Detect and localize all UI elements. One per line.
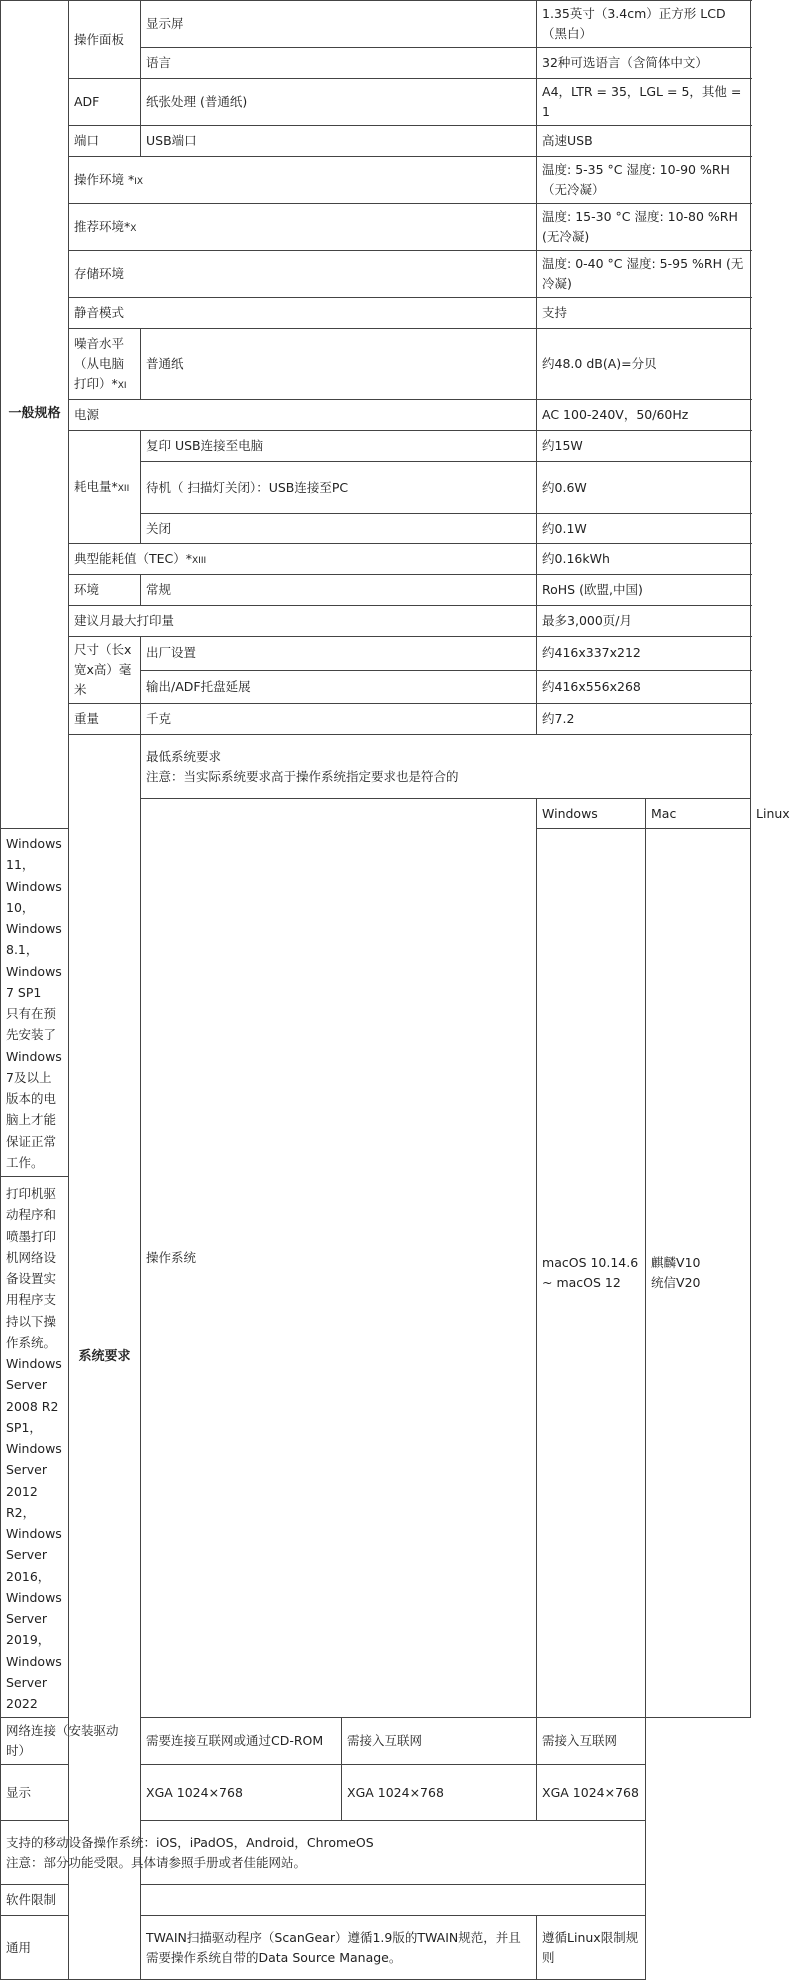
environment-label: 环境 bbox=[69, 575, 141, 606]
software-limit: 软件限制 bbox=[1, 1885, 646, 1916]
tray-value: 约416x556x268 bbox=[537, 670, 751, 704]
consumption-label: 耗电量*XII bbox=[69, 431, 141, 544]
standby-label: 待机（ 扫描灯关闭）：USB连接至PC bbox=[141, 462, 537, 514]
environment-sub: 常规 bbox=[141, 575, 537, 606]
op-env-value: 温度: 5-35 °C 湿度: 10-90 %RH（无冷凝） bbox=[537, 157, 751, 204]
factory-label: 出厂设置 bbox=[141, 637, 537, 671]
noise-sub: 普通纸 bbox=[141, 329, 537, 400]
col-windows: Windows bbox=[537, 799, 646, 829]
power-value: AC 100-240V，50/60Hz bbox=[537, 400, 751, 431]
general-label: 通用 bbox=[1, 1916, 141, 1980]
op-env-label: 操作环境 *IX bbox=[69, 157, 537, 204]
noise-label: 噪音水平（从电脑打印）*XI bbox=[69, 329, 141, 400]
min-requirements: 最低系统要求 注意：当实际系统要求高于操作系统指定要求也是符合的 bbox=[141, 735, 751, 799]
os-linux: 麒麟V10 统信V20 bbox=[646, 829, 751, 1718]
factory-value: 约416x337x212 bbox=[537, 637, 751, 671]
network-label: 网络连接（安装驱动时） bbox=[1, 1718, 141, 1765]
monthly-volume-label: 建议月最大打印量 bbox=[69, 606, 537, 637]
os-label: 操作系统 bbox=[141, 799, 537, 1718]
os-windows-clients: Windows 11，Windows 10，Windows 8.1，Windows 7 SP1 只有在预先安装了Windows 7及以上版本的电脑上才能保证正常工作。 bbox=[1, 829, 69, 1177]
network-windows: 需要连接互联网或通过CD-ROM bbox=[141, 1718, 342, 1765]
rec-env-label: 推荐环境*X bbox=[69, 204, 537, 251]
quiet-mode-label: 静音模式 bbox=[69, 298, 537, 329]
rec-env-value: 温度: 15-30 °C 湿度: 10-80 %RH (无冷凝) bbox=[537, 204, 751, 251]
panel-label: 操作面板 bbox=[69, 1, 141, 79]
weight-value: 约7.2 bbox=[537, 704, 751, 735]
display-label: 显示屏 bbox=[141, 1, 537, 48]
general-linux: 遵循Linux限制规则 bbox=[537, 1916, 646, 1980]
spec-table: 一般规格 操作面板 显示屏 1.35英寸（3.4cm）正方形 LCD（黑白） 语言 32种可选语言（含简体中文） ADF 纸张处理 (普通纸) A4，LTR = 35，LGL = 5，其他 = 1 端口 USB端口 高速USB 操作环境 *IX 温度: 5-35 °C 湿度: 10-90 %RH（无冷凝） 推荐环境*X 温度: 15-30 °C 湿度: 10-80 %RH (无冷凝) 存储环境 温度: 0-40 °C 湿度: 5-95 %RH (无冷凝) 静音模式 支持 噪音水平（从电脑打印）*XI 普通纸 约48.0 dB(A)=分贝 电源 AC 100-240V，50/60Hz 耗电量*XII 复印 USB连接至电脑 约15W 待机（ 扫描灯关闭）：USB连接至PC 约0.6W 关闭 约0.1W 典型能耗值（TEC）*XIII 约0.16kWh 环境 常规 RoHS (欧盟,中国) 建议月最大打印量 最多3,000页/月 尺寸（长x宽x高）毫米 出厂设置 约416x337x212 输出/ADF托盘延展 约416x556x268 重量 千克 约7.2 系统要求 最低系统要求 注意：当实际系统要求高于操作系统指定要求也是符合的 操作系统 Windows Mac Linux Windows 11，Windows 10，Windows 8.1，Windows 7 SP1 只有在预先安装了Windows 7及以上版本的电脑上才能保证正常工作。 macOS 10.14.6 ~ macOS 12 麒麟V10 统信V20 打印机驱动程序和喷墨打印机网络设备设置实用程序支持以下操作系统。 Windows Server 2008 R2 SP1，Windows Server 2012 R2，Windows Server 2016，Windows Server 2019，Windows Server 2022 网络连接（安装驱动时） 需要连接互联网或通过CD-ROM 需接入互联网 需接入互联网 显示 XGA 1024×768 XGA 1024×768 XGA 1024×768 支持的移动设备操作系统：iOS，iPadOS，Android，ChromeOS 注意：部分功能受限。具体请参照手册或者佳能网站。 软件限制 通用 TWAIN扫描驱动程序（ScanGear）遵循1.9版的TWAIN规范，并且需要操作系统自带的Data Source Manage。 遵循Linux限制规则 bbox=[0, 0, 751, 1980]
category-general: 一般规格 bbox=[1, 1, 69, 829]
tec-value: 约0.16kWh bbox=[537, 544, 751, 575]
off-value: 约0.1W bbox=[537, 514, 751, 544]
tec-label: 典型能耗值（TEC）*XIII bbox=[69, 544, 537, 575]
port-label: 端口 bbox=[69, 126, 141, 157]
network-linux: 需接入互联网 bbox=[537, 1718, 646, 1765]
mobile-os: 支持的移动设备操作系统：iOS，iPadOS，Android，ChromeOS 注意：部分功能受限。具体请参照手册或者佳能网站。 bbox=[1, 1821, 646, 1885]
port-sub: USB端口 bbox=[141, 126, 537, 157]
storage-env-label: 存储环境 bbox=[69, 251, 537, 298]
general-windows: TWAIN扫描驱动程序（ScanGear）遵循1.9版的TWAIN规范，并且需要操作系统自带的Data Source Manage。 bbox=[141, 1916, 537, 1980]
adf-value: A4，LTR = 35，LGL = 5，其他 = 1 bbox=[537, 79, 751, 126]
display-value: 1.35英寸（3.4cm）正方形 LCD（黑白） bbox=[537, 1, 751, 48]
power-label: 电源 bbox=[69, 400, 537, 431]
adf-sub: 纸张处理 (普通纸) bbox=[141, 79, 537, 126]
tray-label: 输出/ADF托盘延展 bbox=[141, 670, 537, 704]
port-value: 高速USB bbox=[537, 126, 751, 157]
copy-value: 约15W bbox=[537, 431, 751, 462]
quiet-mode-value: 支持 bbox=[537, 298, 751, 329]
monthly-volume-value: 最多3,000页/月 bbox=[537, 606, 751, 637]
off-label: 关闭 bbox=[141, 514, 537, 544]
display-req-label: 显示 bbox=[1, 1765, 141, 1821]
display-mac: XGA 1024×768 bbox=[342, 1765, 537, 1821]
os-mac: macOS 10.14.6 ~ macOS 12 bbox=[537, 829, 646, 1718]
language-value: 32种可选语言（含简体中文） bbox=[537, 48, 751, 79]
weight-sub: 千克 bbox=[141, 704, 537, 735]
display-windows: XGA 1024×768 bbox=[141, 1765, 342, 1821]
environment-value: RoHS (欧盟,中国) bbox=[537, 575, 751, 606]
display-linux: XGA 1024×768 bbox=[537, 1765, 646, 1821]
noise-value: 约48.0 dB(A)=分贝 bbox=[537, 329, 751, 400]
category-system: 系统要求 bbox=[69, 735, 141, 1980]
copy-label: 复印 USB连接至电脑 bbox=[141, 431, 537, 462]
adf-label: ADF bbox=[69, 79, 141, 126]
os-windows-servers: 打印机驱动程序和喷墨打印机网络设备设置实用程序支持以下操作系统。 Windows Server 2008 R2 SP1，Windows Server 2012 R2，Windows Server 2016，Windows Server 2019，Windows Server 2022 bbox=[1, 1177, 69, 1718]
weight-label: 重量 bbox=[69, 704, 141, 735]
dimensions-label: 尺寸（长x宽x高）毫米 bbox=[69, 637, 141, 704]
network-mac: 需接入互联网 bbox=[342, 1718, 537, 1765]
standby-value: 约0.6W bbox=[537, 462, 751, 514]
storage-env-value: 温度: 0-40 °C 湿度: 5-95 %RH (无冷凝) bbox=[537, 251, 751, 298]
col-mac: Mac bbox=[646, 799, 751, 829]
language-label: 语言 bbox=[141, 48, 537, 79]
